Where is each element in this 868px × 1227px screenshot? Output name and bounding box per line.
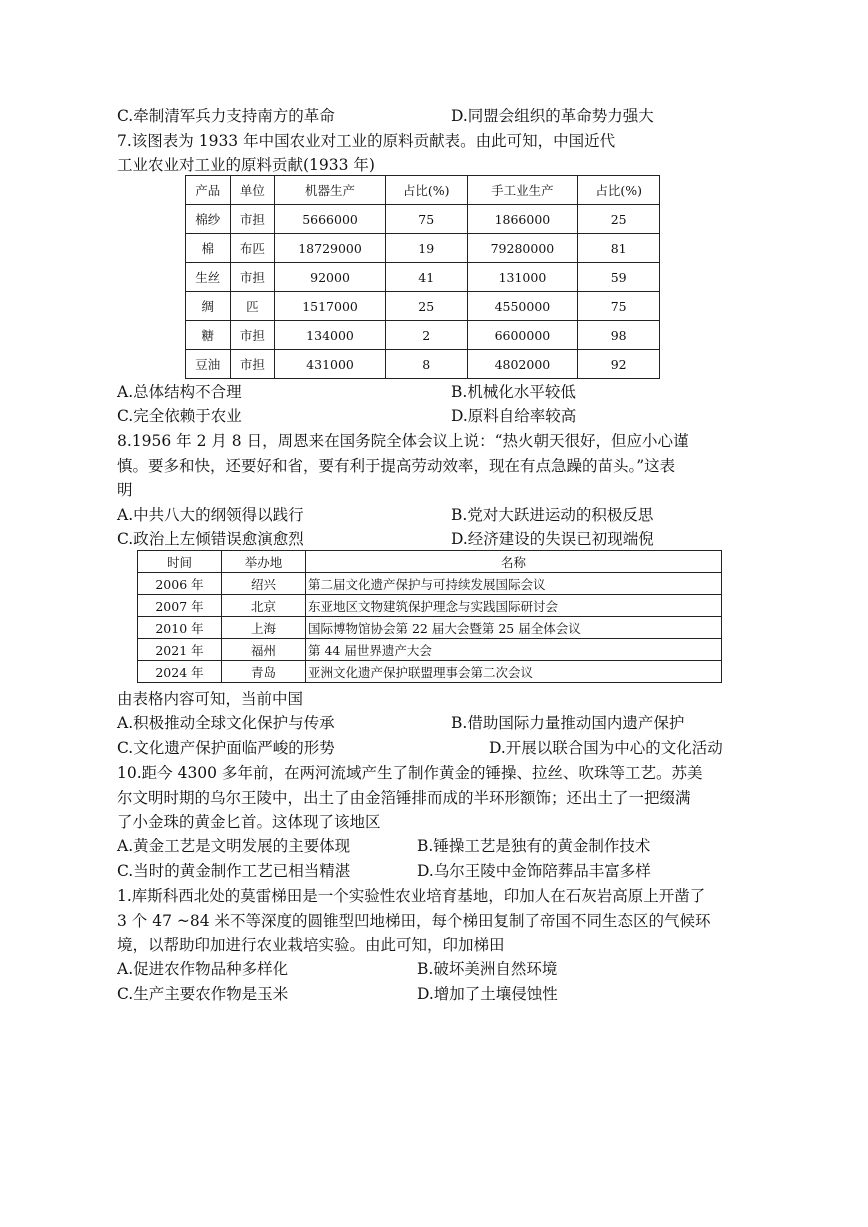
table-cell: 6600000 (467, 321, 578, 350)
q10-stem-line: 了小金珠的黄金匕首。这体现了该地区 (117, 813, 381, 831)
table-row (186, 205, 660, 234)
table-row (138, 617, 722, 639)
table-row (138, 573, 722, 595)
q9-option-a: A.积极推动全球文化保护与传承 (117, 714, 335, 732)
table-cell: 市担 (230, 263, 275, 292)
table-cell: 第二届文化遗产保护与可持续发展国际会议 (306, 573, 722, 595)
table-cell: 8 (385, 350, 467, 379)
table-cell: 生丝 (186, 263, 231, 292)
q9-option-d: D.开展以联合国为中心的文化活动 (489, 739, 723, 757)
table-row (186, 292, 660, 321)
header-cell: 时间 (138, 551, 222, 573)
table-row (186, 321, 660, 350)
table-cell: 福州 (222, 639, 306, 661)
table-cell: 25 (578, 205, 660, 234)
table-cell: 2021 年 (138, 639, 222, 661)
table-cell: 5666000 (275, 205, 386, 234)
table-cell: 棉 (186, 234, 231, 263)
table-cell: 布匹 (230, 234, 275, 263)
table-row (138, 595, 722, 617)
q7-table-title: 工业农业对工业的原料贡献(1933 年) (117, 156, 375, 174)
table-cell: 东亚地区文物建筑保护理念与实践国际研讨会 (306, 595, 722, 617)
q10-option-b: B.锤操工艺是独有的黄金制作技术 (417, 837, 651, 855)
q7-table (185, 175, 660, 379)
q8-option-a: A.中共八大的纲领得以践行 (117, 506, 304, 524)
table-cell: 92000 (275, 263, 386, 292)
table-cell: 市担 (230, 205, 275, 234)
q7-option-a: A.总体结构不合理 (117, 383, 242, 401)
table-cell: 市担 (230, 321, 275, 350)
q9-option-c: C.文化遗产保护面临严峻的形势 (117, 739, 335, 757)
table-cell: 豆油 (186, 350, 231, 379)
table-cell: 75 (578, 292, 660, 321)
q11-option-d: D.增加了土壤侵蚀性 (417, 985, 558, 1003)
table-header-row (138, 551, 722, 573)
q8-option-c: C.政治上左倾错误愈演愈烈 (117, 530, 304, 548)
table-cell: 青岛 (222, 661, 306, 683)
table-cell: 2007 年 (138, 595, 222, 617)
q10-stem-line: 10.距今 4300 多年前，在两河流域产生了制作黄金的锤操、拉丝、吹珠等工艺。苏美 (117, 764, 703, 782)
table-cell: 81 (578, 234, 660, 263)
table-header-row (186, 176, 660, 205)
table-cell: 匹 (230, 292, 275, 321)
table-cell: 19 (385, 234, 467, 263)
table-cell: 2024 年 (138, 661, 222, 683)
table-cell: 431000 (275, 350, 386, 379)
table-cell: 131000 (467, 263, 578, 292)
header-cell: 占比(%) (385, 176, 467, 205)
table-cell: 1517000 (275, 292, 386, 321)
table-cell: 4550000 (467, 292, 578, 321)
table-cell: 2 (385, 321, 467, 350)
q11-option-c: C.生产主要农作物是玉米 (117, 985, 289, 1003)
header-cell: 手工业生产 (467, 176, 578, 205)
table-cell: 1866000 (467, 205, 578, 234)
q11-option-b: B.破坏美洲自然环境 (417, 960, 558, 978)
q7-option-d: D.原料自给率较高 (451, 407, 577, 425)
q11-stem-line: 3 个 47 ~84 米不等深度的圆锥型凹地梯田，每个梯田复制了帝国不同生态区的气候环 (117, 912, 711, 930)
header-cell: 占比(%) (578, 176, 660, 205)
table-cell: 4802000 (467, 350, 578, 379)
table-cell: 国际博物馆协会第 22 届大会暨第 25 届全体会议 (306, 617, 722, 639)
table-cell: 亚洲文化遗产保护联盟理事会第二次会议 (306, 661, 722, 683)
table-cell: 市担 (230, 350, 275, 379)
q7-option-b: B.机械化水平较低 (451, 383, 576, 401)
table-cell: 2006 年 (138, 573, 222, 595)
table-cell: 2010 年 (138, 617, 222, 639)
table-row (138, 639, 722, 661)
q11-stem-line: 境，以帮助印加进行农业栽培实验。由此可知，印加梯田 (117, 936, 505, 954)
table-cell: 糖 (186, 321, 231, 350)
table-cell: 79280000 (467, 234, 578, 263)
q7-stem: 7.该图表为 1933 年中国农业对工业的原料贡献表。由此可知，中国近代 (117, 132, 616, 150)
q11-option-a: A.促进农作物品种多样化 (117, 960, 289, 978)
table-cell: 绸 (186, 292, 231, 321)
table-row (186, 263, 660, 292)
table-cell: 134000 (275, 321, 386, 350)
header-cell: 名称 (306, 551, 722, 573)
q8-stem-line: 8.1956 年 2 月 8 日，周恩来在国务院全体会议上说：“热火朝天很好，但应小心谨 (117, 432, 689, 450)
q9-stem: 由表格内容可知，当前中国 (117, 690, 304, 708)
q10-option-c: C.当时的黄金制作工艺已相当精湛 (117, 862, 351, 880)
table-cell: 第 44 届世界遗产大会 (306, 639, 722, 661)
table-cell: 75 (385, 205, 467, 234)
table-cell: 41 (385, 263, 467, 292)
table-row (186, 234, 660, 263)
q6-option-d: D.同盟会组织的革命势力强大 (451, 107, 654, 125)
header-cell: 举办地 (222, 551, 306, 573)
header-cell: 单位 (230, 176, 275, 205)
q8-stem-line: 明 (117, 481, 133, 499)
q8-stem-line: 慎。要多和快，还要好和省，要有利于提高劳动效率，现在有点急躁的苗头。”这表 (117, 457, 676, 475)
q10-stem-line: 尔文明时期的乌尔王陵中，出土了由金箔锤排而成的半环形额饰；还出土了一把缀满 (117, 789, 691, 807)
q9-option-b: B.借助国际力量推动国内遗产保护 (451, 714, 685, 732)
table-cell: 上海 (222, 617, 306, 639)
q11-stem-line: 1.库斯科西北处的莫雷梯田是一个实验性农业培育基地，印加人在石灰岩高原上开凿了 (117, 887, 706, 905)
q6-option-c: C.牵制清军兵力支持南方的革命 (117, 107, 335, 125)
table-cell: 98 (578, 321, 660, 350)
q7-option-c: C.完全依赖于农业 (117, 407, 242, 425)
table-row (138, 661, 722, 683)
table-row (186, 350, 660, 379)
q10-option-a: A.黄金工艺是文明发展的主要体现 (117, 837, 351, 855)
header-cell: 机器生产 (275, 176, 386, 205)
table-cell: 25 (385, 292, 467, 321)
q10-option-d: D.乌尔王陵中金饰陪葬品丰富多样 (417, 862, 651, 880)
q8-option-d: D.经济建设的失误已初现端倪 (451, 530, 654, 548)
table-cell: 棉纱 (186, 205, 231, 234)
q9-table (137, 550, 722, 683)
table-cell: 59 (578, 263, 660, 292)
table-cell: 绍兴 (222, 573, 306, 595)
q8-option-b: B.党对大跃进运动的积极反思 (451, 506, 654, 524)
table-cell: 18729000 (275, 234, 386, 263)
header-cell: 产品 (186, 176, 231, 205)
table-cell: 北京 (222, 595, 306, 617)
table-cell: 92 (578, 350, 660, 379)
